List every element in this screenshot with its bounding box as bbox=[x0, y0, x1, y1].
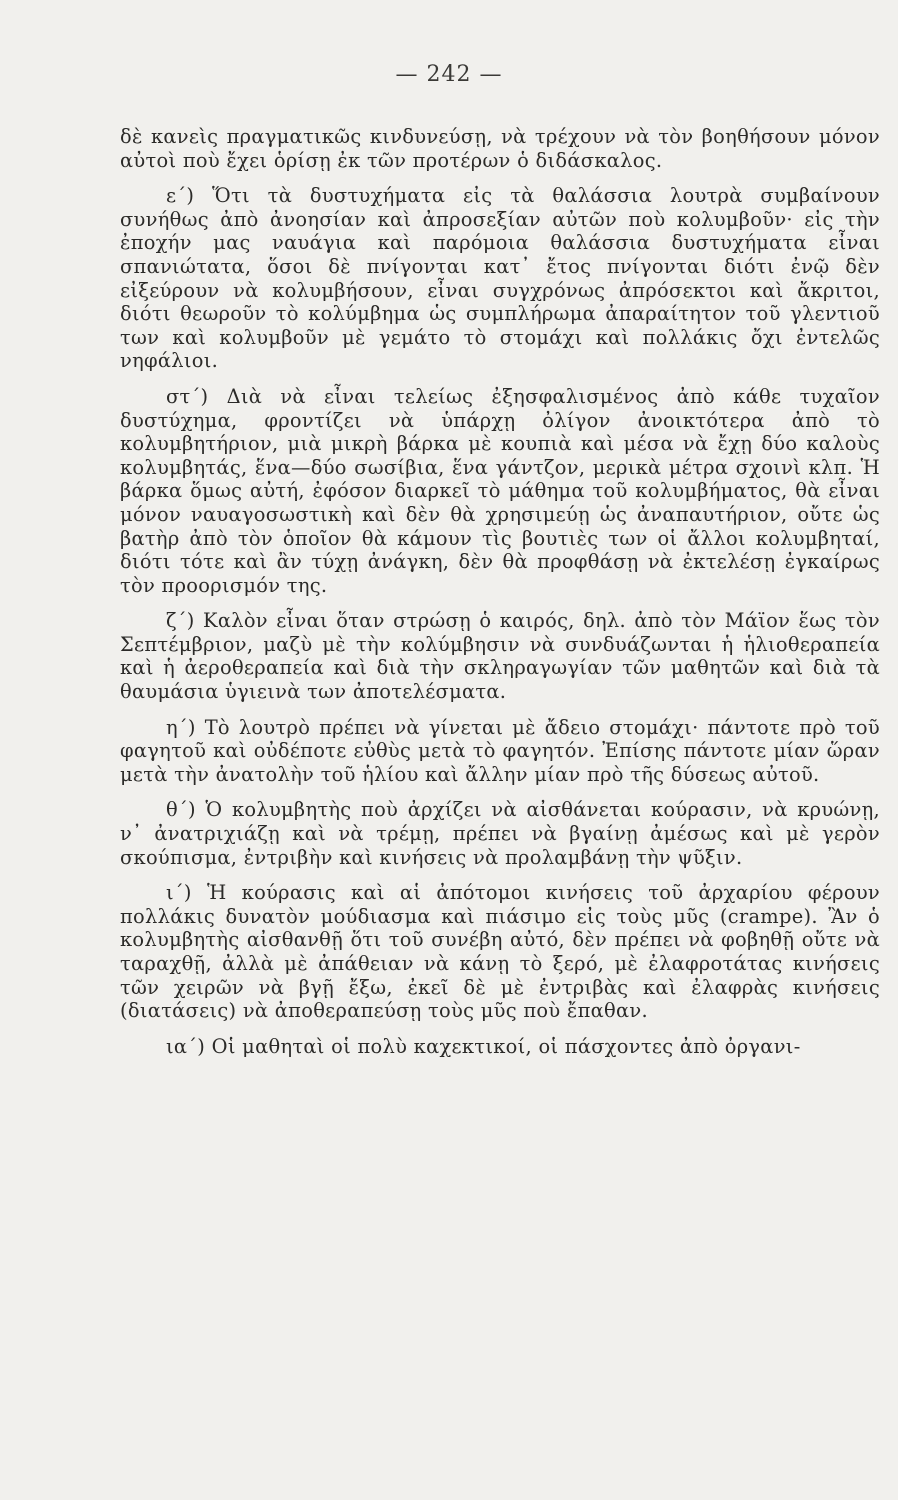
page-number: — 242 — bbox=[395, 62, 503, 87]
paragraph-item-z: ζ΄) Καλὸν εἶναι ὅταν στρώσῃ ὁ καιρός, δηλ. ἀπὸ τὸν Μάϊον ἕως τὸν Σεπτέμβριον, μαζὺ μὲ τὴν κολύμβησιν νὰ συνδυάζωνται ἡ ἡλιοθεραπεία καὶ ἡ ἀεροθεραπεία καὶ διὰ τὴν σκληραγωγίαν τῶν μαθητῶν καὶ διὰ τὰ θαυμάσια ὑγιεινὰ των ἀποτελέσματα. bbox=[120, 609, 880, 704]
paragraph-item-st: στ΄) Διὰ νὰ εἶναι τελείως ἐξησφαλισμένος ἀπὸ κάθε τυχαῖον δυστύχημα, φροντίζει νὰ ὑπάρχῃ ὀλίγον ἀνοικτότερα ἀπὸ τὸ κολυμβητήριον, μιὰ μικρὴ βάρκα μὲ κουπιὰ καὶ μέσα νὰ ἔχῃ δύο καλοὺς κολυμβητάς, ἕνα—δύο σωσίβια, ἕνα γάντζον, μερικὰ μέτρα σχοινὶ κλπ. Ἡ βάρκα ὅμως αὐτή, ἐφόσον διαρκεῖ τὸ μάθημα τοῦ κολυμβήματος, θὰ εἶναι μόνον ναυαγοσωστικὴ καὶ δὲν θὰ χρησιμεύῃ ὡς ἀναπαυτήριον, οὔτε ὡς βατὴρ ἀπὸ τὸν ὁποῖον θὰ κάμουν τὶς βουτιὲς των οἱ ἄλλοι κολυμβηταί, διότι τότε καὶ ἂν τύχῃ ἀνάγκη, δὲν θὰ προφθάσῃ νὰ ἐκτελέσῃ ἐγκαίρως τὸν προορισμόν της. bbox=[120, 384, 880, 597]
paragraph-continuation: δὲ κανεὶς πραγματικῶς κινδυνεύσῃ, νὰ τρέχουν νὰ τὸν βοηθήσουν μόνον αὐτοὶ ποὺ ἔχει ὁρίσῃ ἐκ τῶν προτέρων ὁ διδάσκαλος. bbox=[120, 125, 880, 172]
paragraph-item-e: ε΄) Ὅτι τὰ δυστυχήματα εἰς τὰ θαλάσσια λουτρὰ συμβαίνουν συνήθως ἀπὸ ἀνοησίαν καὶ ἀπροσεξίαν αὐτῶν ποὺ κολυμβοῦν· εἰς τὴν ἐποχήν μας ναυάγια καὶ παρόμοια θαλάσσια δυστυχήματα εἶναι σπανιώτατα, ὅσοι δὲ πνίγονται κατ᾿ ἔτος πνίγονται διότι ἐνῷ δὲν εἰξεύρουν νὰ κολυμβήσουν, εἶναι συγχρόνως ἀπρόσεκτοι καὶ ἄκριτοι, διότι θεωροῦν τὸ κολύμβημα ὡς συμπλήρωμα ἀπαραίτητον τοῦ γλεντιοῦ των καὶ κολυμβοῦν μὲ γεμάτο τὸ στομάχι καὶ πολλάκις ὄχι ἐντελῶς νηφάλιοι. bbox=[120, 184, 880, 373]
body-text bbox=[120, 125, 880, 1070]
paragraph-item-ia: ια΄) Οἱ μαθηταὶ οἱ πολὺ καχεκτικοί, οἱ πάσχοντες ἀπὸ ὀργανι- bbox=[166, 1034, 801, 1058]
paragraph-item-i: η΄) Τὸ λουτρὸ πρέπει νὰ γίνεται μὲ ἄδειο στομάχι· πάντοτε πρὸ τοῦ φαγητοῦ καὶ οὐδέποτε εὐθὺς μετὰ τὸ φαγητόν. Ἐπίσης πάντοτε μίαν ὥραν μετὰ τὴν ἀνατολὴν τοῦ ἡλίου καὶ ἄλλην μίαν πρὸ τῆς δύσεως αὐτοῦ. bbox=[120, 715, 880, 786]
paragraph-item-iota: ι΄) Ἡ κούρασις καὶ αἱ ἀπότομοι κινήσεις τοῦ ἀρχαρίου φέρουν πολλάκις δυνατὸν μούδιασμα καὶ πιάσιμο εἰς τοὺς μῦς (crampe). Ἂν ὁ κολυμβητὴς αἰσθανθῇ ὅτι τοῦ συνέβη αὐτό, δὲν πρέπει νὰ φοβηθῇ οὔτε νὰ ταραχθῇ, ἀλλὰ μὲ ἀπάθειαν νὰ κάνῃ τὸ ξερό, μὲ ἐλαφροτάτας κινήσεις τῶν χειρῶν νὰ βγῇ ἔξω, ἐκεῖ δὲ μὲ ἐντριβὰς καὶ ἐλαφρὰς κινήσεις (διατάσεις) νὰ ἀποθεραπεύσῃ τοὺς μῦς ποὺ ἔπαθαν. bbox=[120, 881, 880, 1023]
paragraph-item-th: θ΄) Ὁ κολυμβητὴς ποὺ ἀρχίζει νὰ αἰσθάνεται κούρασιν, νὰ κρυώνῃ, ν᾿ ἀνατριχιάζῃ καὶ νὰ τρέμῃ, πρέπει νὰ βγαίνῃ ἀμέσως καὶ μὲ γερὸν σκούπισμα, ἐντριβὴν καὶ κινήσεις νὰ προλαμβάνῃ τὴν ψῦξιν. bbox=[120, 798, 880, 869]
